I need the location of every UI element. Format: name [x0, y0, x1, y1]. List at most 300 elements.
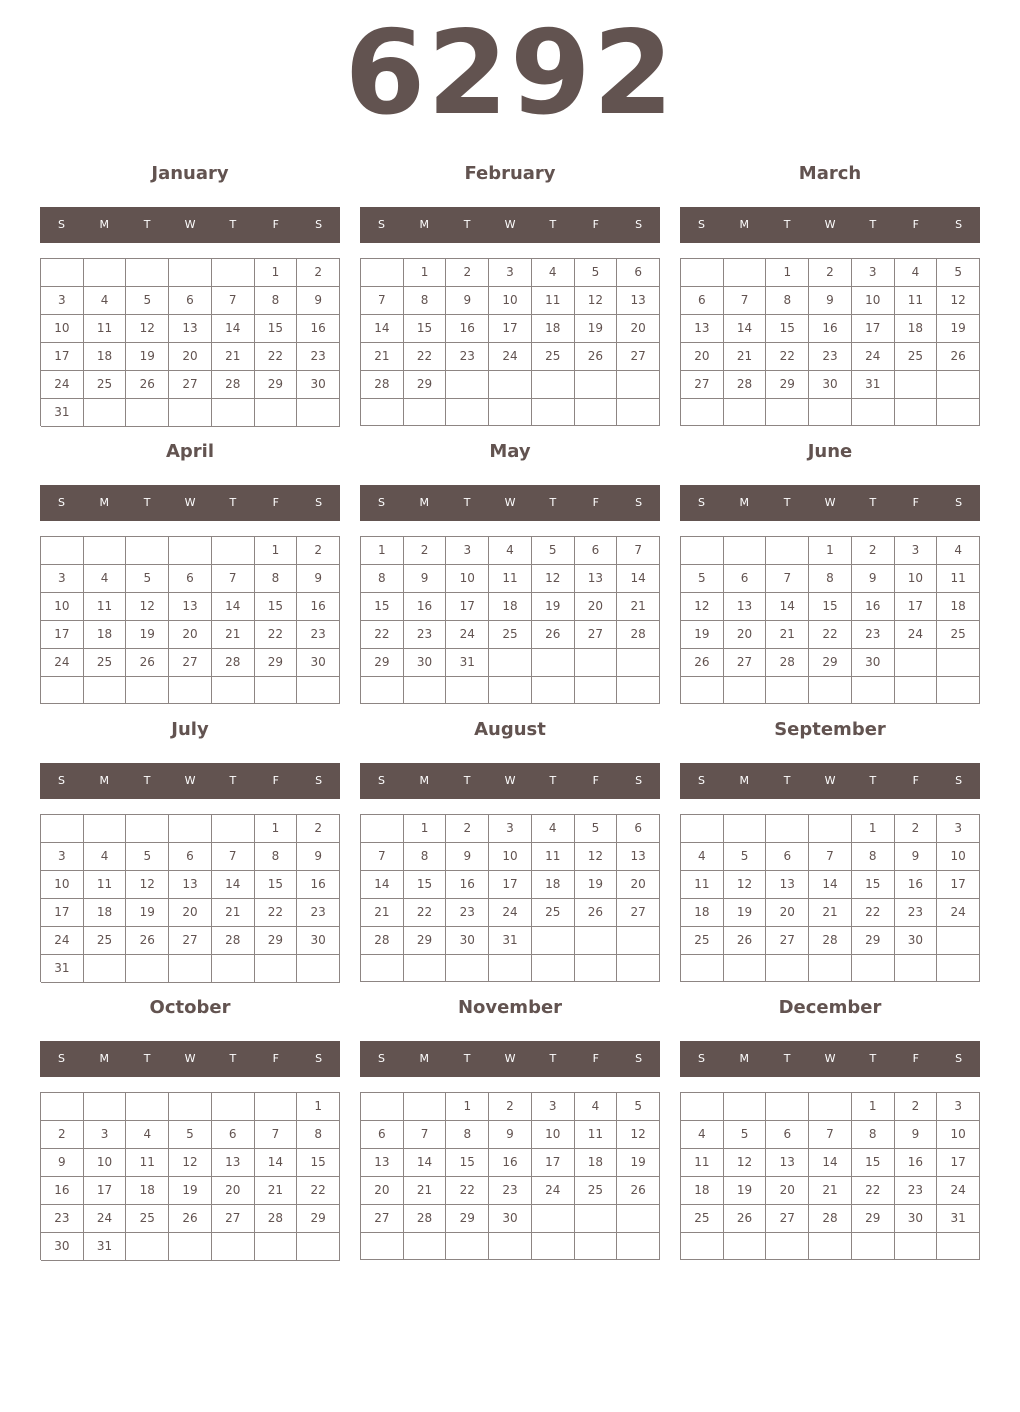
day-cell: 1 — [852, 1093, 895, 1121]
empty-day-cell — [297, 955, 340, 983]
weekday-header — [40, 763, 340, 799]
day-grid — [360, 258, 660, 426]
day-cell: 25 — [681, 1205, 724, 1233]
day-cell: 16 — [446, 315, 489, 343]
weekday-label: W — [504, 1052, 516, 1065]
day-cell: 11 — [84, 871, 127, 899]
day-cell: 17 — [852, 315, 895, 343]
day-cell: 28 — [766, 649, 809, 677]
day-cell: 25 — [895, 343, 938, 371]
day-cell: 6 — [766, 843, 809, 871]
day-cell: 23 — [446, 343, 489, 371]
day-cell: 16 — [895, 871, 938, 899]
weekday-label: M — [99, 218, 110, 231]
empty-day-cell — [852, 1233, 895, 1260]
empty-day-cell — [126, 815, 169, 843]
weekday-header — [360, 485, 660, 521]
empty-day-cell — [895, 371, 938, 399]
empty-day-cell — [126, 677, 169, 704]
empty-day-cell — [724, 259, 767, 287]
day-cell: 9 — [41, 1149, 84, 1177]
weekday-label: T — [783, 1052, 791, 1065]
empty-day-cell — [404, 955, 447, 982]
empty-day-cell — [169, 399, 212, 427]
empty-day-cell — [532, 1233, 575, 1260]
day-cell: 15 — [852, 1149, 895, 1177]
day-cell: 4 — [489, 537, 532, 565]
day-cell: 9 — [895, 843, 938, 871]
weekday-label: S — [697, 1052, 705, 1065]
empty-day-cell — [41, 259, 84, 287]
day-cell: 17 — [41, 621, 84, 649]
day-cell: 3 — [532, 1093, 575, 1121]
day-cell: 26 — [575, 343, 618, 371]
day-cell: 7 — [724, 287, 767, 315]
day-cell: 21 — [212, 621, 255, 649]
empty-day-cell — [809, 677, 852, 704]
day-cell: 21 — [766, 621, 809, 649]
day-cell: 1 — [297, 1093, 340, 1121]
day-cell: 11 — [489, 565, 532, 593]
day-cell: 20 — [766, 1177, 809, 1205]
day-cell: 9 — [297, 565, 340, 593]
day-cell: 4 — [681, 843, 724, 871]
empty-day-cell — [169, 259, 212, 287]
day-cell: 13 — [169, 593, 212, 621]
day-cell: 26 — [724, 927, 767, 955]
day-cell: 22 — [809, 621, 852, 649]
month-october — [40, 986, 340, 1260]
weekday-label: S — [377, 1052, 385, 1065]
weekday-label: F — [912, 496, 919, 509]
day-cell: 7 — [404, 1121, 447, 1149]
empty-day-cell — [617, 649, 660, 677]
day-cell: 9 — [404, 565, 447, 593]
day-cell: 16 — [297, 871, 340, 899]
day-cell: 23 — [297, 899, 340, 927]
day-cell: 21 — [361, 343, 404, 371]
day-cell: 8 — [404, 843, 447, 871]
weekday-header — [40, 207, 340, 243]
day-cell: 22 — [852, 1177, 895, 1205]
day-cell: 24 — [937, 899, 980, 927]
day-cell: 23 — [489, 1177, 532, 1205]
empty-day-cell — [489, 1233, 532, 1260]
weekday-label: S — [955, 774, 963, 787]
empty-day-cell — [297, 677, 340, 704]
weekday-header — [680, 207, 980, 243]
weekday-label: T — [229, 1052, 237, 1065]
day-cell: 28 — [809, 927, 852, 955]
day-cell: 27 — [575, 621, 618, 649]
weekday-label: W — [504, 496, 516, 509]
day-cell: 11 — [681, 1149, 724, 1177]
empty-day-cell — [361, 1093, 404, 1121]
day-cell: 18 — [84, 621, 127, 649]
weekday-label: S — [57, 1052, 65, 1065]
month-name: September — [774, 719, 886, 740]
day-cell: 29 — [852, 1205, 895, 1233]
day-cell: 8 — [255, 565, 298, 593]
weekday-label: T — [783, 218, 791, 231]
weekday-label: S — [955, 218, 963, 231]
day-cell: 10 — [852, 287, 895, 315]
day-cell: 5 — [724, 1121, 767, 1149]
day-cell: 31 — [489, 927, 532, 955]
weekday-label: F — [272, 218, 279, 231]
day-cell: 1 — [766, 259, 809, 287]
empty-day-cell — [532, 399, 575, 426]
day-cell: 1 — [255, 537, 298, 565]
day-cell: 13 — [766, 1149, 809, 1177]
weekday-header — [40, 1041, 340, 1077]
day-cell: 22 — [255, 343, 298, 371]
day-grid — [40, 536, 340, 704]
day-cell: 24 — [446, 621, 489, 649]
day-cell: 4 — [681, 1121, 724, 1149]
day-cell: 26 — [532, 621, 575, 649]
day-cell: 16 — [852, 593, 895, 621]
day-cell: 14 — [212, 315, 255, 343]
empty-day-cell — [446, 371, 489, 399]
day-cell: 21 — [212, 899, 255, 927]
weekday-label: T — [229, 496, 237, 509]
weekday-label: F — [592, 774, 599, 787]
day-cell: 20 — [169, 343, 212, 371]
empty-day-cell — [809, 399, 852, 426]
day-cell: 25 — [84, 371, 127, 399]
day-cell: 1 — [404, 259, 447, 287]
empty-day-cell — [404, 399, 447, 426]
day-cell: 5 — [681, 565, 724, 593]
day-cell: 20 — [617, 315, 660, 343]
day-cell: 31 — [446, 649, 489, 677]
empty-day-cell — [446, 399, 489, 426]
day-cell: 25 — [532, 343, 575, 371]
weekday-label: W — [824, 1052, 836, 1065]
day-cell: 3 — [489, 815, 532, 843]
weekday-label: T — [229, 218, 237, 231]
day-cell: 10 — [895, 565, 938, 593]
day-cell: 20 — [724, 621, 767, 649]
day-cell: 4 — [532, 259, 575, 287]
day-cell: 2 — [297, 537, 340, 565]
day-cell: 24 — [895, 621, 938, 649]
day-cell: 27 — [724, 649, 767, 677]
day-cell: 27 — [169, 649, 212, 677]
day-cell: 20 — [169, 621, 212, 649]
empty-day-cell — [766, 1233, 809, 1260]
month-name: November — [457, 997, 563, 1018]
day-cell: 7 — [617, 537, 660, 565]
weekday-label: S — [57, 218, 65, 231]
weekday-label: M — [739, 774, 750, 787]
empty-day-cell — [937, 927, 980, 955]
day-cell: 24 — [532, 1177, 575, 1205]
empty-day-cell — [255, 677, 298, 704]
day-cell: 18 — [681, 899, 724, 927]
day-cell: 25 — [681, 927, 724, 955]
day-cell: 20 — [766, 899, 809, 927]
empty-day-cell — [41, 677, 84, 704]
month-may — [360, 430, 660, 704]
empty-day-cell — [575, 399, 618, 426]
empty-day-cell — [681, 815, 724, 843]
day-cell: 30 — [297, 371, 340, 399]
day-cell: 15 — [404, 871, 447, 899]
day-cell: 4 — [84, 287, 127, 315]
day-cell: 29 — [255, 927, 298, 955]
day-cell: 25 — [126, 1205, 169, 1233]
day-cell: 15 — [361, 593, 404, 621]
empty-day-cell — [766, 399, 809, 426]
day-grid — [680, 814, 980, 982]
day-cell: 27 — [681, 371, 724, 399]
day-cell: 14 — [255, 1149, 298, 1177]
empty-day-cell — [84, 399, 127, 427]
weekday-label: S — [315, 774, 323, 787]
day-cell: 12 — [532, 565, 575, 593]
empty-day-cell — [489, 677, 532, 704]
day-cell: 4 — [575, 1093, 618, 1121]
day-cell: 12 — [169, 1149, 212, 1177]
empty-day-cell — [361, 955, 404, 982]
day-cell: 20 — [169, 899, 212, 927]
weekday-label: T — [549, 774, 557, 787]
weekday-label: T — [783, 774, 791, 787]
month-name: April — [165, 441, 215, 462]
day-grid — [40, 258, 340, 426]
day-cell: 7 — [361, 287, 404, 315]
day-cell: 14 — [766, 593, 809, 621]
day-cell: 2 — [809, 259, 852, 287]
day-cell: 10 — [937, 1121, 980, 1149]
day-cell: 12 — [681, 593, 724, 621]
day-cell: 29 — [809, 649, 852, 677]
day-cell: 15 — [297, 1149, 340, 1177]
empty-day-cell — [212, 815, 255, 843]
day-cell: 16 — [489, 1149, 532, 1177]
day-cell: 26 — [126, 927, 169, 955]
empty-day-cell — [895, 955, 938, 982]
day-cell: 17 — [446, 593, 489, 621]
weekday-header — [360, 1041, 660, 1077]
day-cell: 6 — [617, 815, 660, 843]
day-cell: 4 — [126, 1121, 169, 1149]
empty-day-cell — [41, 537, 84, 565]
day-cell: 27 — [766, 927, 809, 955]
day-cell: 16 — [404, 593, 447, 621]
day-cell: 5 — [126, 287, 169, 315]
day-cell: 16 — [446, 871, 489, 899]
weekday-label: F — [272, 1052, 279, 1065]
empty-day-cell — [532, 649, 575, 677]
empty-day-cell — [937, 677, 980, 704]
day-cell: 10 — [446, 565, 489, 593]
day-cell: 10 — [41, 871, 84, 899]
weekday-label: T — [869, 1052, 877, 1065]
day-cell: 29 — [766, 371, 809, 399]
weekday-label: W — [184, 774, 196, 787]
day-cell: 12 — [937, 287, 980, 315]
day-cell: 19 — [937, 315, 980, 343]
day-cell: 10 — [489, 843, 532, 871]
day-cell: 24 — [489, 343, 532, 371]
day-cell: 23 — [895, 899, 938, 927]
day-cell: 13 — [212, 1149, 255, 1177]
day-cell: 18 — [126, 1177, 169, 1205]
empty-day-cell — [937, 649, 980, 677]
day-cell: 30 — [297, 927, 340, 955]
day-cell: 28 — [361, 927, 404, 955]
month-december — [680, 986, 980, 1260]
weekday-label: S — [955, 1052, 963, 1065]
empty-day-cell — [212, 537, 255, 565]
day-cell: 17 — [937, 871, 980, 899]
day-cell: 13 — [681, 315, 724, 343]
empty-day-cell — [126, 1093, 169, 1121]
day-cell: 15 — [852, 871, 895, 899]
day-cell: 9 — [489, 1121, 532, 1149]
day-grid — [680, 1092, 980, 1260]
month-name: May — [489, 441, 531, 462]
day-cell: 28 — [617, 621, 660, 649]
day-cell: 5 — [937, 259, 980, 287]
day-cell: 19 — [126, 343, 169, 371]
weekday-label: S — [635, 774, 643, 787]
weekday-label: F — [272, 774, 279, 787]
empty-day-cell — [681, 677, 724, 704]
empty-day-cell — [766, 955, 809, 982]
weekday-label: F — [592, 218, 599, 231]
day-cell: 27 — [212, 1205, 255, 1233]
weekday-label: W — [184, 1052, 196, 1065]
weekday-label: S — [697, 218, 705, 231]
empty-day-cell — [937, 371, 980, 399]
weekday-label: T — [463, 1052, 471, 1065]
day-cell: 28 — [212, 649, 255, 677]
day-cell: 17 — [532, 1149, 575, 1177]
empty-day-cell — [852, 677, 895, 704]
day-cell: 6 — [617, 259, 660, 287]
day-cell: 2 — [297, 259, 340, 287]
day-cell: 9 — [297, 843, 340, 871]
day-cell: 18 — [681, 1177, 724, 1205]
day-cell: 10 — [84, 1149, 127, 1177]
weekday-label: T — [143, 218, 151, 231]
empty-day-cell — [575, 955, 618, 982]
day-cell: 13 — [169, 871, 212, 899]
day-cell: 23 — [41, 1205, 84, 1233]
day-cell: 21 — [617, 593, 660, 621]
day-cell: 23 — [895, 1177, 938, 1205]
day-cell: 4 — [84, 843, 127, 871]
day-cell: 28 — [255, 1205, 298, 1233]
weekday-label: M — [99, 496, 110, 509]
empty-day-cell — [212, 1233, 255, 1261]
day-cell: 4 — [937, 537, 980, 565]
day-cell: 30 — [852, 649, 895, 677]
day-cell: 7 — [255, 1121, 298, 1149]
day-cell: 24 — [41, 927, 84, 955]
day-cell: 27 — [617, 899, 660, 927]
day-cell: 20 — [361, 1177, 404, 1205]
empty-day-cell — [575, 649, 618, 677]
day-cell: 10 — [937, 843, 980, 871]
day-cell: 27 — [766, 1205, 809, 1233]
day-cell: 19 — [532, 593, 575, 621]
day-cell: 30 — [895, 927, 938, 955]
empty-day-cell — [575, 1233, 618, 1260]
weekday-label: F — [912, 774, 919, 787]
day-cell: 6 — [169, 565, 212, 593]
empty-day-cell — [255, 1233, 298, 1261]
day-cell: 14 — [724, 315, 767, 343]
day-cell: 22 — [361, 621, 404, 649]
weekday-label: S — [57, 496, 65, 509]
weekday-label: T — [143, 496, 151, 509]
weekday-label: T — [783, 496, 791, 509]
day-cell: 25 — [575, 1177, 618, 1205]
day-cell: 12 — [126, 593, 169, 621]
empty-day-cell — [681, 537, 724, 565]
month-august — [360, 708, 660, 982]
day-cell: 29 — [404, 371, 447, 399]
empty-day-cell — [766, 815, 809, 843]
empty-day-cell — [724, 955, 767, 982]
day-cell: 5 — [724, 843, 767, 871]
weekday-label: S — [377, 774, 385, 787]
day-cell: 17 — [937, 1149, 980, 1177]
day-cell: 27 — [617, 343, 660, 371]
day-cell: 30 — [895, 1205, 938, 1233]
empty-day-cell — [617, 1233, 660, 1260]
day-cell: 24 — [937, 1177, 980, 1205]
weekday-header — [680, 1041, 980, 1077]
day-grid — [360, 814, 660, 982]
day-cell: 15 — [255, 315, 298, 343]
weekday-label: S — [377, 496, 385, 509]
empty-day-cell — [297, 1233, 340, 1261]
day-cell: 28 — [724, 371, 767, 399]
weekday-label: M — [419, 496, 430, 509]
day-grid — [360, 536, 660, 704]
day-cell: 5 — [532, 537, 575, 565]
empty-day-cell — [937, 1233, 980, 1260]
month-name: October — [149, 997, 231, 1018]
day-cell: 3 — [852, 259, 895, 287]
empty-day-cell — [126, 955, 169, 983]
day-cell: 31 — [41, 399, 84, 427]
empty-day-cell — [84, 815, 127, 843]
day-cell: 2 — [41, 1121, 84, 1149]
day-grid — [40, 814, 340, 982]
day-cell: 21 — [404, 1177, 447, 1205]
day-cell: 25 — [84, 649, 127, 677]
month-name: February — [464, 163, 556, 184]
day-cell: 10 — [532, 1121, 575, 1149]
day-cell: 19 — [169, 1177, 212, 1205]
day-cell: 4 — [895, 259, 938, 287]
day-cell: 26 — [937, 343, 980, 371]
weekday-label: F — [912, 1052, 919, 1065]
day-cell: 15 — [404, 315, 447, 343]
day-cell: 23 — [297, 343, 340, 371]
day-cell: 27 — [361, 1205, 404, 1233]
day-cell: 8 — [852, 843, 895, 871]
day-cell: 28 — [212, 927, 255, 955]
day-cell: 9 — [446, 843, 489, 871]
